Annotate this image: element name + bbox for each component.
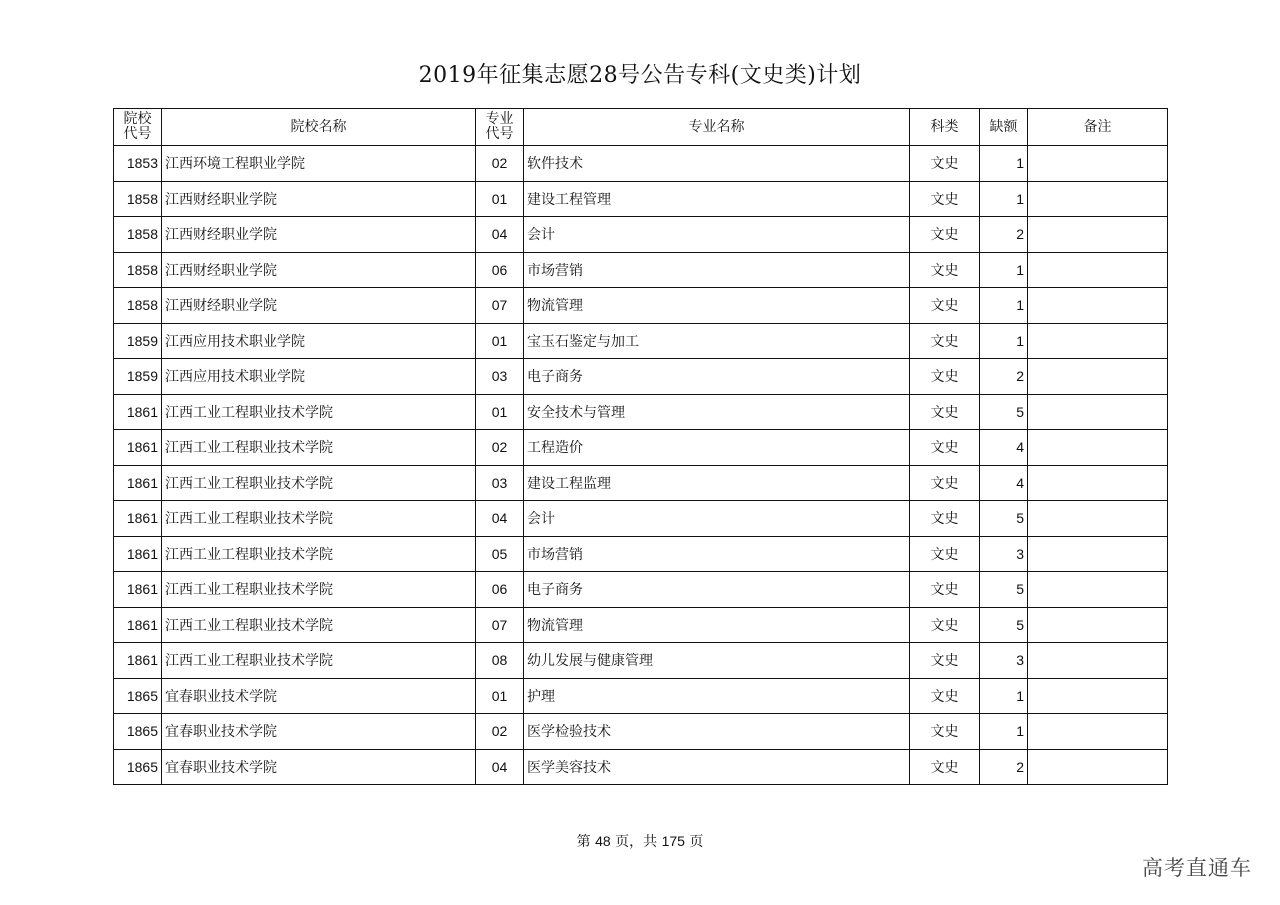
- table-row: [114, 536, 1168, 572]
- page-title: 2019年征集志愿28号公告专科(文史类)计划: [418, 63, 862, 88]
- cell-category: 文史: [910, 394, 980, 430]
- cell-major-code: 02: [476, 714, 524, 750]
- cell-category: 文史: [910, 749, 980, 785]
- table-row: [114, 572, 1168, 608]
- cell-school-name: 宜春职业技术学院: [162, 714, 476, 750]
- cell-remark: [1028, 501, 1168, 537]
- cell-major-name: 物流管理: [524, 607, 910, 643]
- cell-major-code: 04: [476, 749, 524, 785]
- header-major-code: 专业 代号: [476, 109, 524, 146]
- table-body: [114, 146, 1168, 785]
- cell-remark: [1028, 217, 1168, 253]
- cell-school-name: 江西工业工程职业技术学院: [162, 465, 476, 501]
- cell-vacancy: 2: [980, 749, 1028, 785]
- cell-category: 文史: [910, 146, 980, 182]
- cell-category: 文史: [910, 252, 980, 288]
- cell-remark: [1028, 252, 1168, 288]
- cell-vacancy: 1: [980, 252, 1028, 288]
- cell-school-code: 1861: [114, 607, 162, 643]
- cell-category: 文史: [910, 536, 980, 572]
- table-row: [114, 501, 1168, 537]
- cell-category: 文史: [910, 359, 980, 395]
- cell-vacancy: 1: [980, 181, 1028, 217]
- table-row: [114, 181, 1168, 217]
- cell-school-code: 1858: [114, 217, 162, 253]
- cell-major-name: 市场营销: [524, 252, 910, 288]
- cell-major-code: 08: [476, 643, 524, 679]
- footer-page-number: 48: [595, 833, 611, 849]
- cell-vacancy: 5: [980, 572, 1028, 608]
- cell-school-code: 1861: [114, 465, 162, 501]
- cell-school-name: 江西财经职业学院: [162, 288, 476, 324]
- cell-remark: [1028, 288, 1168, 324]
- page-footer: [0, 831, 1280, 851]
- cell-vacancy: 1: [980, 146, 1028, 182]
- cell-category: 文史: [910, 714, 980, 750]
- cell-school-name: 江西工业工程职业技术学院: [162, 430, 476, 466]
- cell-major-name: 市场营销: [524, 536, 910, 572]
- cell-category: 文史: [910, 181, 980, 217]
- cell-school-name: 江西工业工程职业技术学院: [162, 643, 476, 679]
- cell-vacancy: 4: [980, 465, 1028, 501]
- header-school-code: 院校 代号: [114, 109, 162, 146]
- cell-school-code: 1861: [114, 394, 162, 430]
- cell-school-name: 江西应用技术职业学院: [162, 359, 476, 395]
- cell-vacancy: 4: [980, 430, 1028, 466]
- cell-remark: [1028, 678, 1168, 714]
- cell-major-code: 06: [476, 572, 524, 608]
- watermark: 高考直通车: [1142, 856, 1252, 880]
- cell-remark: [1028, 359, 1168, 395]
- cell-major-code: 02: [476, 146, 524, 182]
- cell-category: 文史: [910, 430, 980, 466]
- header-vacancy: 缺额: [980, 109, 1028, 146]
- table-row: [114, 359, 1168, 395]
- cell-school-code: 1861: [114, 643, 162, 679]
- cell-vacancy: 1: [980, 714, 1028, 750]
- cell-remark: [1028, 607, 1168, 643]
- cell-school-name: 江西工业工程职业技术学院: [162, 607, 476, 643]
- cell-major-name: 工程造价: [524, 430, 910, 466]
- footer-suffix: 页: [689, 834, 704, 850]
- cell-major-code: 01: [476, 323, 524, 359]
- cell-vacancy: 5: [980, 394, 1028, 430]
- cell-vacancy: 5: [980, 501, 1028, 537]
- cell-school-code: 1858: [114, 181, 162, 217]
- cell-school-name: 江西工业工程职业技术学院: [162, 572, 476, 608]
- cell-category: 文史: [910, 465, 980, 501]
- cell-vacancy: 2: [980, 359, 1028, 395]
- cell-major-name: 电子商务: [524, 359, 910, 395]
- cell-vacancy: 1: [980, 323, 1028, 359]
- cell-category: 文史: [910, 501, 980, 537]
- cell-remark: [1028, 714, 1168, 750]
- cell-remark: [1028, 181, 1168, 217]
- cell-major-name: 软件技术: [524, 146, 910, 182]
- cell-remark: [1028, 572, 1168, 608]
- cell-major-name: 电子商务: [524, 572, 910, 608]
- cell-major-name: 建设工程监理: [524, 465, 910, 501]
- cell-remark: [1028, 536, 1168, 572]
- table-header-row: [114, 109, 1168, 146]
- table-row: [114, 394, 1168, 430]
- cell-category: 文史: [910, 678, 980, 714]
- table-row: [114, 430, 1168, 466]
- cell-remark: [1028, 146, 1168, 182]
- footer-total-pages: 175: [661, 833, 685, 849]
- cell-major-code: 06: [476, 252, 524, 288]
- cell-school-code: 1865: [114, 714, 162, 750]
- cell-major-name: 医学检验技术: [524, 714, 910, 750]
- header-major-name: 专业名称: [524, 109, 910, 146]
- cell-vacancy: 1: [980, 678, 1028, 714]
- cell-school-code: 1861: [114, 536, 162, 572]
- cell-school-code: 1859: [114, 323, 162, 359]
- cell-major-code: 01: [476, 394, 524, 430]
- cell-vacancy: 1: [980, 288, 1028, 324]
- cell-category: 文史: [910, 572, 980, 608]
- header-school-name: 院校名称: [162, 109, 476, 146]
- table-row: [114, 217, 1168, 253]
- cell-category: 文史: [910, 607, 980, 643]
- cell-vacancy: 3: [980, 643, 1028, 679]
- table-row: [114, 678, 1168, 714]
- cell-major-name: 会计: [524, 501, 910, 537]
- cell-school-code: 1853: [114, 146, 162, 182]
- cell-school-name: 江西工业工程职业技术学院: [162, 501, 476, 537]
- header-remark: 备注: [1028, 109, 1168, 146]
- cell-major-code: 01: [476, 181, 524, 217]
- cell-remark: [1028, 323, 1168, 359]
- cell-vacancy: 2: [980, 217, 1028, 253]
- table-row: [114, 643, 1168, 679]
- table-row: [114, 252, 1168, 288]
- cell-category: 文史: [910, 288, 980, 324]
- cell-major-code: 03: [476, 465, 524, 501]
- cell-major-name: 医学美容技术: [524, 749, 910, 785]
- cell-vacancy: 5: [980, 607, 1028, 643]
- cell-remark: [1028, 430, 1168, 466]
- cell-school-name: 宜春职业技术学院: [162, 678, 476, 714]
- cell-school-code: 1865: [114, 678, 162, 714]
- cell-major-name: 护理: [524, 678, 910, 714]
- cell-remark: [1028, 643, 1168, 679]
- cell-major-name: 建设工程管理: [524, 181, 910, 217]
- cell-major-name: 物流管理: [524, 288, 910, 324]
- cell-category: 文史: [910, 323, 980, 359]
- cell-school-name: 宜春职业技术学院: [162, 749, 476, 785]
- cell-category: 文史: [910, 217, 980, 253]
- cell-school-code: 1858: [114, 252, 162, 288]
- cell-school-name: 江西工业工程职业技术学院: [162, 394, 476, 430]
- cell-major-code: 07: [476, 288, 524, 324]
- cell-major-code: 04: [476, 217, 524, 253]
- table-row: [114, 714, 1168, 750]
- table-row: [114, 288, 1168, 324]
- table-row: [114, 323, 1168, 359]
- cell-major-code: 07: [476, 607, 524, 643]
- cell-school-name: 江西应用技术职业学院: [162, 323, 476, 359]
- cell-school-code: 1861: [114, 572, 162, 608]
- cell-school-name: 江西工业工程职业技术学院: [162, 536, 476, 572]
- cell-school-code: 1865: [114, 749, 162, 785]
- cell-remark: [1028, 465, 1168, 501]
- header-category: 科类: [910, 109, 980, 146]
- cell-remark: [1028, 749, 1168, 785]
- table-row: [114, 146, 1168, 182]
- cell-category: 文史: [910, 643, 980, 679]
- cell-major-name: 幼儿发展与健康管理: [524, 643, 910, 679]
- cell-school-name: 江西财经职业学院: [162, 217, 476, 253]
- cell-school-name: 江西环境工程职业学院: [162, 146, 476, 182]
- cell-school-code: 1861: [114, 430, 162, 466]
- cell-major-code: 04: [476, 501, 524, 537]
- table-row: [114, 749, 1168, 785]
- footer-middle: 页，共: [615, 834, 658, 850]
- cell-major-name: 宝玉石鉴定与加工: [524, 323, 910, 359]
- table-row: [114, 465, 1168, 501]
- cell-remark: [1028, 394, 1168, 430]
- footer-prefix: 第: [576, 834, 591, 850]
- cell-major-name: 会计: [524, 217, 910, 253]
- cell-major-code: 05: [476, 536, 524, 572]
- cell-school-code: 1861: [114, 501, 162, 537]
- plan-table: [113, 108, 1168, 785]
- table-row: [114, 607, 1168, 643]
- cell-school-name: 江西财经职业学院: [162, 252, 476, 288]
- cell-major-name: 安全技术与管理: [524, 394, 910, 430]
- cell-school-name: 江西财经职业学院: [162, 181, 476, 217]
- cell-school-code: 1858: [114, 288, 162, 324]
- cell-major-code: 02: [476, 430, 524, 466]
- cell-vacancy: 3: [980, 536, 1028, 572]
- cell-major-code: 01: [476, 678, 524, 714]
- cell-school-code: 1859: [114, 359, 162, 395]
- cell-major-code: 03: [476, 359, 524, 395]
